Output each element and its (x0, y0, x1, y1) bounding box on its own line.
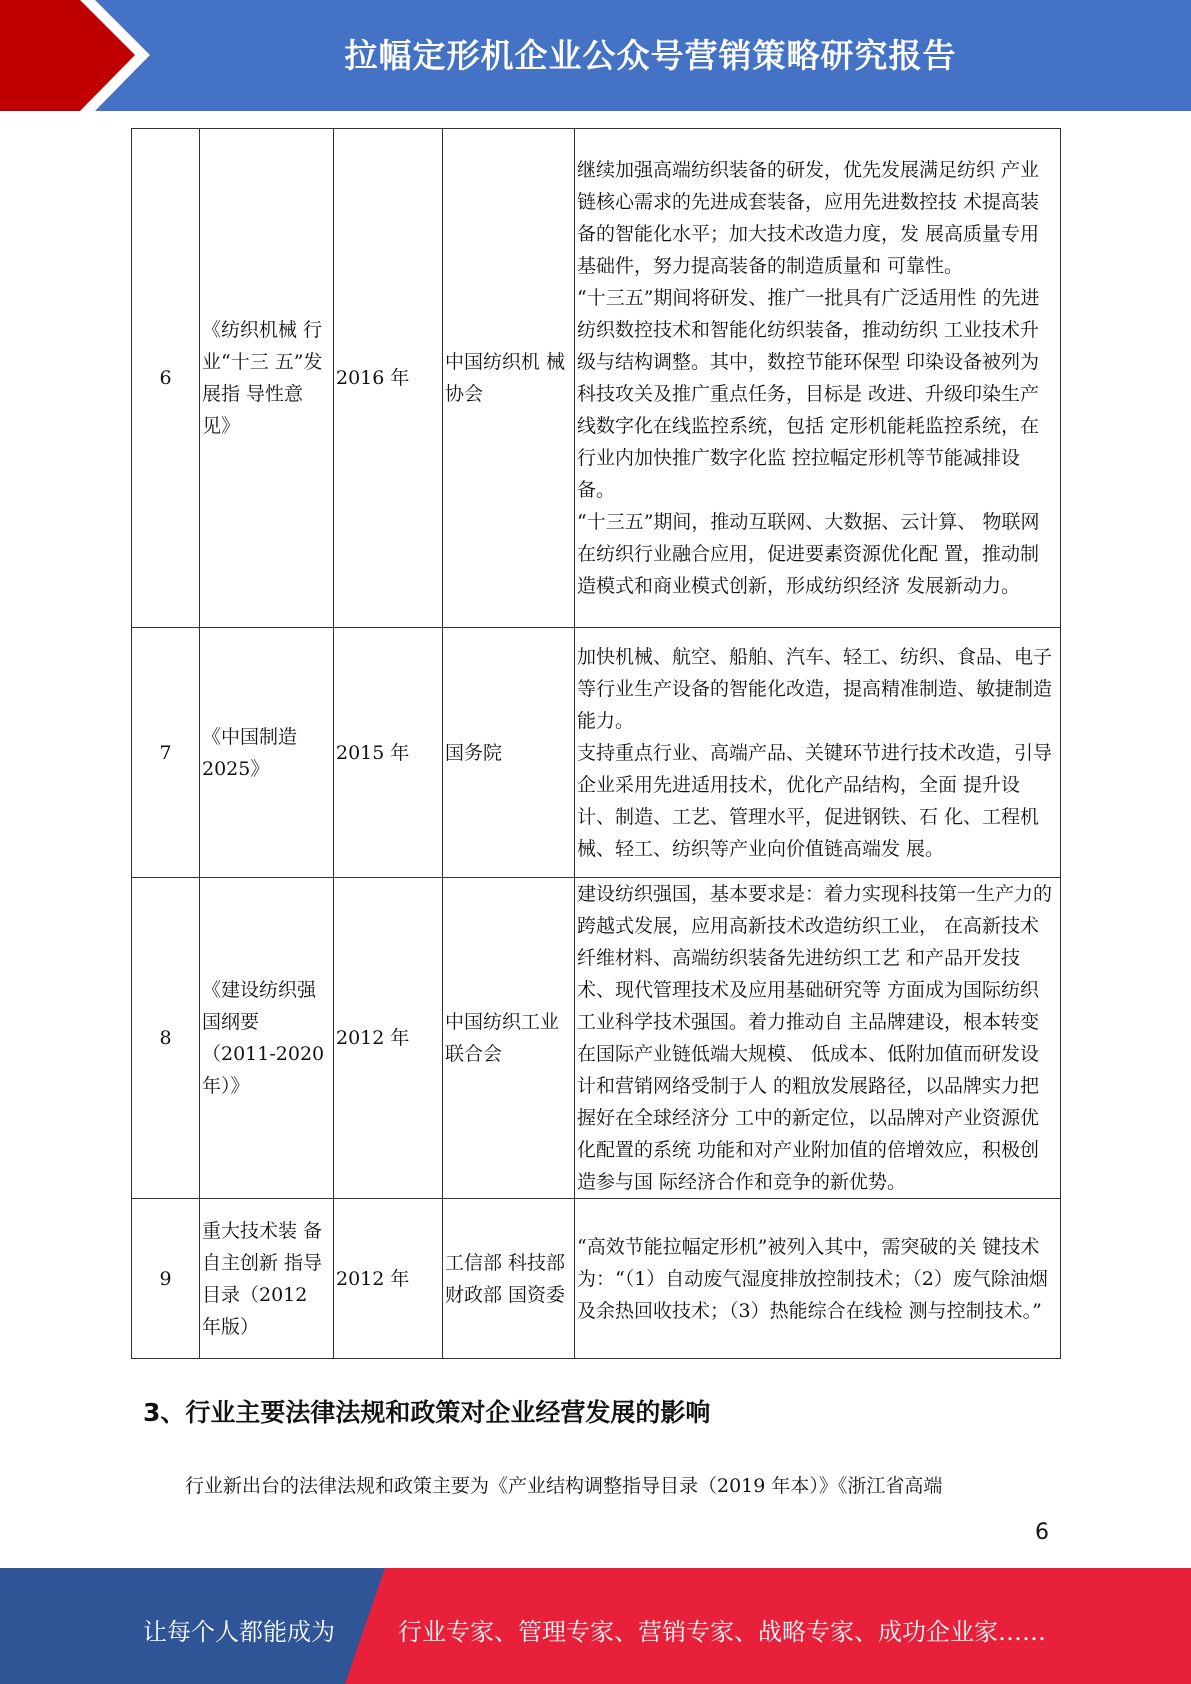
page-title: 拉幅定形机企业公众号营销策略研究报告 (344, 36, 957, 75)
policy-name: 《建设纺织强国纲要 （2011-2020年）》 (200, 878, 334, 1199)
content-paragraph: “高效节能拉幅定形机”被列入其中，需突破的关 键技术为：“（1）自动废气湿度排放控制技术；（2）废气除油烟及余热回收技术；（3）热能综合在线检 测与控制技术。” (577, 1235, 1048, 1322)
policy-issuer: 工信部 科技部 财政部 国资委 (443, 1199, 575, 1359)
policy-issuer: 国务院 (443, 628, 575, 878)
body-paragraph: 行业新出台的法律法规和政策主要为《产业结构调整指导目录（2019 年本）》《浙江省高端 (185, 1475, 943, 1497)
page-header (0, 0, 1191, 111)
content-paragraph: “十三五”期间，推动互联网、大数据、云计算、 物联网在纺织行业融合应用，促进要素资源优化配 置，推动制造模式和商业模式创新，形成纺织经济 发展新动力。 (577, 511, 1040, 597)
policy-name: 重大技术装 备自主创新 指导目录（2012 年版） (200, 1199, 334, 1359)
section-heading: 3、行业主要法律法规和政策对企业经营发展的影响 (143, 1398, 711, 1427)
row-number: 7 (132, 628, 200, 878)
footer-slogan-left: 让每个人都能成为 (143, 1618, 335, 1646)
table-row (132, 129, 1061, 628)
table-row (132, 1199, 1061, 1359)
content-paragraph: 支持重点行业、高端产品、关键环节进行技术改造，引导企业采用先进适用技术，优化产品结构，全面 提升设计、制造、工艺、管理水平，促进钢铁、石 化、工程机械、轻工、纺织等产业向价值链高端发 展。 (577, 741, 1053, 860)
policy-content (575, 878, 1061, 1199)
row-number: 6 (132, 129, 200, 628)
row-number: 9 (132, 1199, 200, 1359)
policy-year: 2012 年 (334, 1199, 443, 1359)
policy-year: 2016 年 (334, 129, 443, 628)
content-paragraph: 建设纺织强国，基本要求是：着力实现科技第一生产力的跨越式发展，应用高新技术改造纺织工业， 在高新技术纤维材料、高端纺织装备先进纺织工艺 和产品开发技术、现代管理技术及应用基础研究等 方面成为国际纺织工业科学技术强国。着力推动自 主品牌建设，根本转变在国际产业链低端大规模、 低成本、低附加值而研发设计和营销网络受制于人 的粗放发展路径，以品牌实力把握好在全球经济分 工中的新定位，以品牌对产业资源优化配置的系统 功能和对产业附加值的倍增效应，积极创造参与国 际经济合作和竞争的新优势。 (577, 883, 1053, 1193)
policy-name: 《纺织机械 行业“十三 五”发展指 导性意见》 (200, 129, 334, 628)
policy-year: 2012 年 (334, 878, 443, 1199)
row-number: 8 (132, 878, 200, 1199)
header-red-arrow-shape (0, 0, 160, 111)
policy-issuer: 中国纺织机 械协会 (443, 129, 575, 628)
page-footer (0, 1568, 1191, 1684)
policy-content (575, 129, 1061, 628)
table-row (132, 628, 1061, 878)
footer-slogan-right: 行业专家、管理专家、营销专家、战略专家、成功企业家…… (398, 1618, 1046, 1646)
policy-name: 《中国制造 2025》 (200, 628, 334, 878)
content-paragraph: “十三五”期间将研发、推广一批具有广泛适用性 的先进纺织数控技术和智能化纺织装备，推动纺织 工业技术升级与结构调整。其中，数控节能环保型 印染设备被列为科技攻关及推广重点任务，目标是 改进、升级印染生产线数字化在线监控系统，包括 定形机能耗监控系统，在行业内加快推广数字化监 控拉幅定形机等节能减排设备。 (577, 287, 1040, 501)
policy-table (131, 128, 1061, 1359)
policy-content (575, 1199, 1061, 1359)
table-row (132, 878, 1061, 1199)
content-paragraph: 继续加强高端纺织装备的研发，优先发展满足纺织 产业链核心需求的先进成套装备，应用先进数控技 术提高装备的智能化水平；加大技术改造力度，发 展高质量专用基础件，努力提高装备的制造质量和 可靠性。 (577, 159, 1040, 277)
policy-content (575, 628, 1061, 878)
page-number: 6 (1035, 1520, 1049, 1545)
policy-year: 2015 年 (334, 628, 443, 878)
policy-issuer: 中国纺织工业联合会 (443, 878, 575, 1199)
content-paragraph: 加快机械、航空、船舶、汽车、轻工、纺织、食品、电子等行业生产设备的智能化改造，提高精准制造、敏捷制造能力。 (577, 645, 1053, 732)
